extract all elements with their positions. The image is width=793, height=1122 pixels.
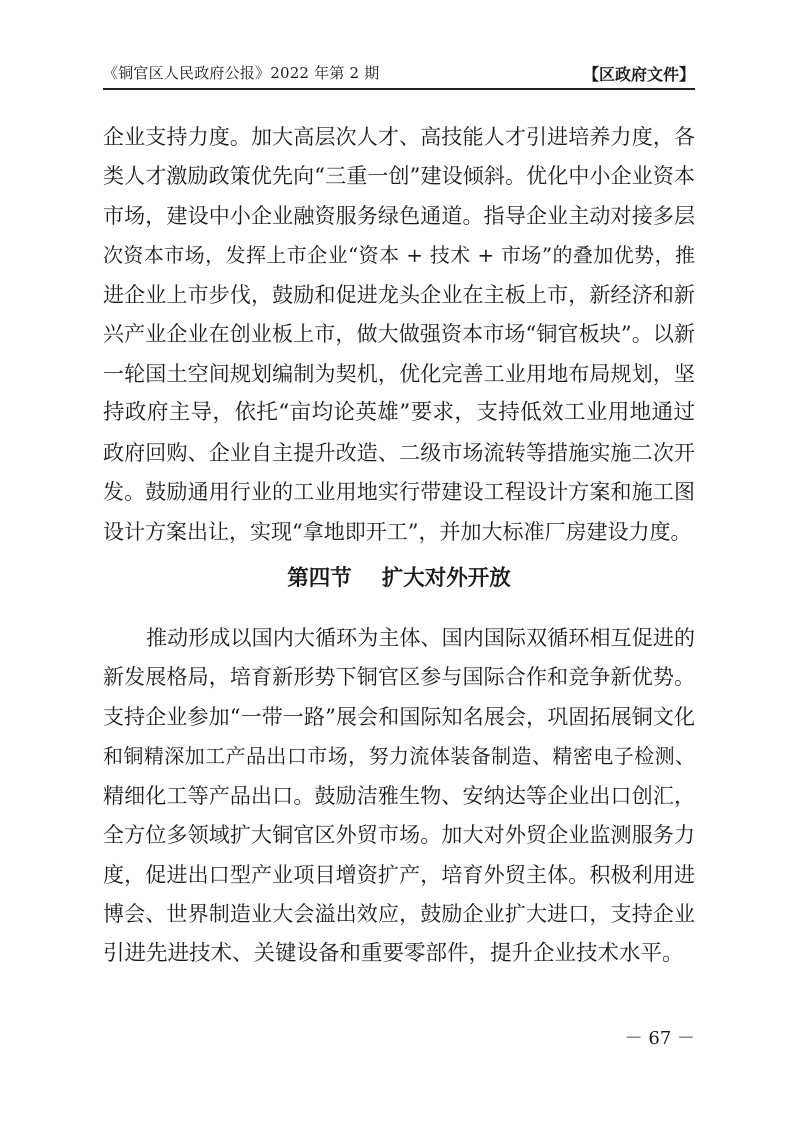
paragraph-2-line: 支持企业参加“一带一路”展会和国际知名展会，巩固拓展铜文化 (103, 705, 695, 729)
paragraph-2-line: 推动形成以国内大循环为主体、国内国际双循环相互促进的 (146, 626, 695, 650)
paragraph-1-line: 类人才激励政策优先向“三重一创”建设倾斜。优化中小企业资本 (103, 164, 695, 188)
paragraph-1-line: 进企业上市步伐，鼓励和促进龙头企业在主板上市，新经济和新 (103, 283, 695, 307)
paragraph-1-line: 兴产业企业在创业板上市，做大做强资本市场“铜官板块”。以新 (103, 322, 695, 346)
journal-title: 《铜官区人民政府公报》2022 年第 2 期 (103, 64, 380, 82)
paragraph-1-line: 持政府主导，依托“亩均论英雄”要求，支持低效工业用地通过 (103, 400, 695, 425)
paragraph-2-line: 新发展格局，培育新形势下铜官区参与国际合作和竞争新优势。 (103, 665, 695, 689)
paragraph-1-line: 设计方案出让，实现“拿地即开工”，并加大标准厂房建设力度。 (103, 520, 692, 544)
paragraph-2-line: 和铜精深加工产品出口市场，努力流体装备制造、精密电子检测、 (103, 744, 695, 768)
paragraph-1-line: 次资本市场，发挥上市企业“资本 + 技术 + 市场”的叠加优势，推 (103, 243, 695, 267)
page-number: － 67 － (624, 1028, 695, 1049)
paragraph-1-line: 市场，建设中小企业融资服务绿色通道。指导企业主动对接多层 (103, 204, 695, 228)
paragraph-2-line: 引进先进技术、关键设备和重要零部件，提升企业技术水平。 (103, 941, 684, 966)
paragraph-1-line: 发。鼓励通用行业的工业用地实行带建设工程设计方案和施工图 (103, 480, 695, 504)
paragraph-1-line: 一轮国土空间规划编制为契机，优化完善工业用地布局规划，坚 (103, 362, 695, 386)
page-header (103, 60, 695, 90)
paragraph-2-line: 博会、世界制造业大会溢出效应，鼓励企业扩大进口，支持企业 (103, 902, 695, 926)
section-heading: 第四节 扩大对外开放 (287, 566, 511, 591)
paragraph-1-line: 政府回购、企业自主提升改造、二级市场流转等措施实施二次开 (103, 441, 695, 465)
paragraph-2-line: 精细化工等产品出口。鼓励洁雅生物、安纳达等企业出口创汇， (103, 784, 695, 808)
paragraph-2-line: 度，促进出口型产业项目增资扩产，培育外贸主体。积极利用进 (103, 863, 695, 887)
paragraph-2-line: 全方位多领域扩大铜官区外贸市场。加大对外贸企业监测服务力 (103, 823, 695, 847)
section-tag: 【区政府文件】 (582, 65, 695, 84)
paragraph-1-line: 企业支持力度。加大高层次人才、高技能人才引进培养力度，各 (103, 125, 695, 149)
